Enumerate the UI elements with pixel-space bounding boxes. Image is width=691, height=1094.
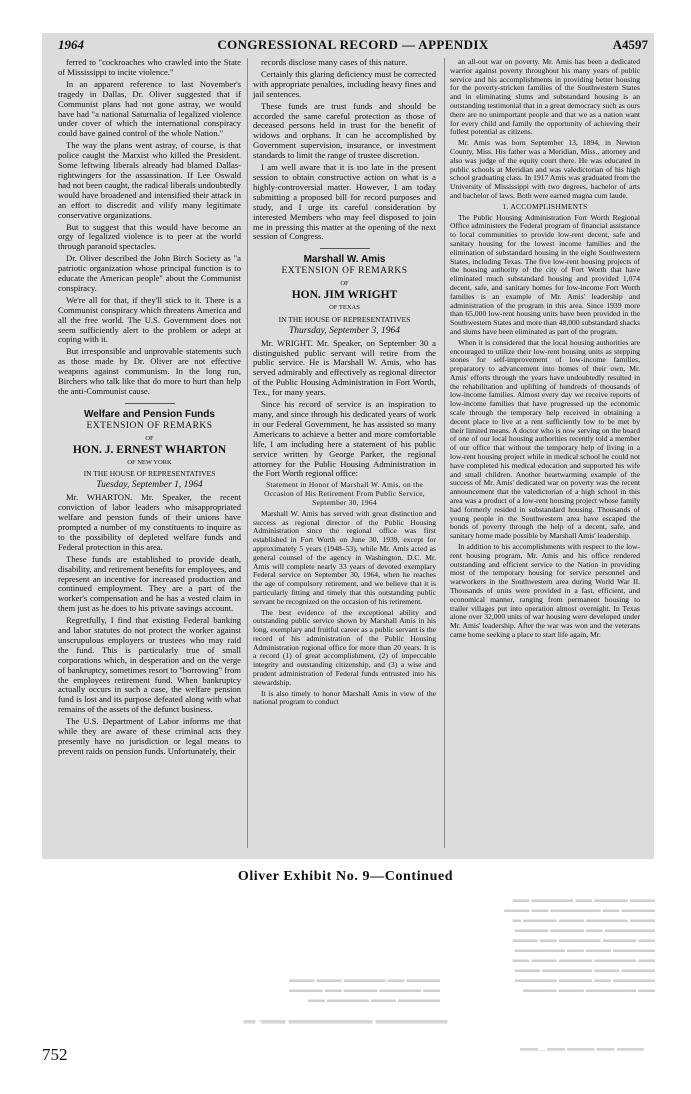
paragraph: Marshall W. Amis has served with great distinction and success as regional director of the Public Housing Administration since the regional office was first established in Fort Worth on June 30, 1939, except for approximately 5 years (1948–53), while Mr. Amis acted as general counsel of the agency in Washington, D.C. Mr. Amis will complete nearly 33 years of devoted exemplary Federal service on September 30, 1964, when he reaches the age of compulsory retirement, and we believe that it is particularly fitting and timely that this outstanding public servant be recognized on the occasion of his retirement.	[253, 508, 436, 606]
paragraph: The Public Housing Administration Fort Worth Regional Office administers the Federal program of financial assistance to local communities to provide low-rent decent, safe and sanitary housing for the lowest income families and the elimination of substandard housing in the eight Southwestern States, including Texas. The five low-rent housing projects of the housing authority of the city of Fort Worth that have eliminated much substandard housing and provided 1,074 decent, safe, and sanitary homes for low-income Fort Worth families is an example of Mr. Amis' leadership and administration of the program in this area. Since 1939 more than 65,000 low-rent housing units have been provided in the Southwestern States and more than 48,000 substandard shacks and slums have been eliminated as part of the program.	[450, 212, 640, 336]
paragraph: Since his record of service is an inspiration to many, and since through his dedicated years of work in our Federal Government, he has assisted so many Americans to achieve a better and more comfortable life, I am including here a statement of his public service written by George Parker, the regional attorney for the Public Housing Administration in the Fort Worth regional office:	[253, 399, 436, 479]
column-3	[450, 58, 640, 856]
paragraph: ferred to "cockroaches who crawled into the State of Mississippi to incite violence."	[58, 58, 241, 77]
paragraph: Mr. WHARTON. Mr. Speaker, the recent conviction of labor leaders who misappropriated welfare and pension funds of their unions have prompted a number of my constituents to inquire as to the possibility of depleted welfare funds and Federal protection in this area.	[58, 492, 241, 552]
header-year: 1964	[58, 37, 84, 52]
paragraph: Certainly this glaring deficiency must be corrected with appropriate penalties, including heavy fines and jail sentences.	[253, 68, 436, 99]
show-through-text: ▬▬▬ ▬▬▬▬ ▬▬ ▬▬▬▬▬ ▬▬ ▬▬▬▬ ▬▬ ▬▬▬▬▬▬ ▬▬ ▬▬▬ ▬▬▬ ▬▬▬▬▬ ▬▬▬ ▬▬▬▬ ▬ ▬▬▬▬▬▬ ▬▬ ▬▬▬▬ ▬▬▬▬ ▬▬ ▬▬▬▬ ▬▬▬▬▬ ▬▬ ▬▬▬ ▬▬▬▬▬ ▬▬▬ ▬▬ ▬▬▬▬▬▬ ▬▬ ▬▬▬▬▬ ▬▬▬▬ ▬▬▬ ▬▬ ▬▬▬▬ ▬▬▬ ▬▬▬▬▬▬ ▬▬▬ ▬▬▬▬▬ ▬▬ ▬▬▬▬ ▬▬▬▬▬ ▬▬ ▬▬▬▬▬▬ ▬▬▬ ▬▬▬▬	[504, 895, 655, 994]
remarks-date: Thursday, September 3, 1964	[288, 325, 401, 336]
paragraph: It is also timely to honor Marshall Amis in view of the national program to conduct	[253, 688, 436, 707]
paragraph: In addition to his accomplishments with respect to the low-rent housing program, Mr. Amis and his office rendered outstanding and efficient service to the Nation in providing most of the temporary housing for service personnel and warworkers in the Southwestern area during World War II. Thousands of units were provided in a fast, efficient, and economical manner, ranging from permanent housing to trailer villages put into operation almost overnight. In Texas alone over 32,000 units of war housing were developed under Mr. Amis' leadership. After the war was won and the veterans came home seeking a place to start life again, Mr.	[450, 542, 640, 639]
show-through-title: ▬▬▬▬▬▬ ▬▬▬▬▬▬▬ ▬▬. ▬	[243, 1017, 448, 1031]
paragraph: When it is considered that the local housing authorities are encouraged to utilize their low-rent housing units as stepping stones for self-improvement of low-income families, preparatory to advancement into homes of their own, Mr. Amis' efforts through the years have undoubtedly resulted in the rehabilitation and uplifting of hundreds of thousands of low-income families. Almost every day we receive reports of low-income families that have progressed up the economic scale through the temporary help received in obtaining a decent place to live at a rent sufficiently low to be met by their limited means. A doctor who is now serving on the board of one of our local housing authorities recently told a member of our office that without the temporary help of living in a low-rent housing project while in medical school he could not have completed his medical education and supported his wife and small children. Another heartwarming example of the success of Mr. Amis' dedicated war on poverty was the recent announcement that the valedictorian of a high school in this area was a product of a low-rent housing project whose family had formerly resided in substandard housing. Thousands of young people in the Southwestern area have escaped the bonds of poverty through the help of a decent, safe, and sanitary home made possible by Marshall Amis' leadership.	[450, 337, 640, 541]
remarks-date: Tuesday, September 1, 1964	[96, 480, 203, 491]
divider	[125, 403, 175, 404]
house-label: IN THE HOUSE OF REPRESENTATIVES	[83, 469, 216, 479]
paragraph: In an apparent reference to last November's tragedy in Dallas, Dr. Oliver suggested that if Communist plans had not gone astray, we would have had "a national Saturnalia of legalized violence under cover of which the international conspiracy could have gained control of the whole Nation."	[58, 78, 241, 139]
subheading: 1. ACCOMPLISHMENTS	[502, 201, 588, 211]
paragraph: We're all for that, if they'll stick to it. There is a Communist conspiracy which threatens America and all the free world. The U.S. Government does not seem sufficiently alert to the problem or adept at coping with it.	[58, 294, 241, 345]
paragraph: Regretfully, I find that existing Federal banking and labor statutes do not protect the worker against unscrupulous employers or trustees who may raid the fund. This is particularly true of small corporations which, in desperation and on the verge of bankruptcy, sometimes resort to "borrowing" from the employees retirement fund. When bankruptcy actually occurs in such a case, the welfare pension fund is lost and its purpose defeated along with what remains of the assets of the defunct business.	[58, 615, 241, 715]
show-through-footer: ▬▬▬ ▬▬ ▬▬▬ ▬▬—▬▬	[520, 1046, 644, 1056]
paragraph: I am well aware that it is too late in the present session to obtain constructive action on what is a highly-controversial matter. However, I am today submitting a proposed bill for record purposes and study, and I urge its careful consideration by interested Members who may feel disposed to join me in pressing this matter at the opening of the next session of Congress.	[253, 162, 436, 242]
page-number: 752	[42, 1045, 68, 1064]
header-title: CONGRESSIONAL RECORD — APPENDIX	[217, 37, 489, 52]
extension-heading: EXTENSION OF REMARKS	[86, 420, 213, 431]
show-through-text: ▬▬▬▬ ▬▬ ▬▬▬▬▬ ▬▬▬ ▬▬▬ ▬▬ ▬▬▬▬▬ ▬▬▬▬ ▬▬ ▬▬▬▬ ▬▬▬▬▬ ▬▬▬ ▬▬▬▬▬ ▬▬	[289, 975, 440, 1004]
divider	[320, 248, 370, 249]
paragraph: The best evidence of the exceptional ability and outstanding public service shown by Marshall Amis in his long, exemplary and fruitful career as a public servant is the record of his administration of the Public Housing Administration regional office for more than 20 years. It is a record (1) of great accomplishment, (2) of impeccable integrity and outstanding citizenship, and (3) a wise and prudent administration of Federal funds entrusted into his stewardship.	[253, 607, 436, 687]
exhibit-caption: Oliver Exhibit No. 9—Continued	[237, 869, 454, 884]
paragraph: records disclose many cases of this nature.	[261, 58, 408, 67]
paragraph: But irresponsible and unprovable statements such as those made by Dr. Oliver are not effective weapons against communism. In the long run, Birchers who talk like that do more to hurt than help the anti-Communist cause.	[58, 346, 241, 396]
paragraph: But to suggest that this would have become an orgy of legalized violence is to peer at the world through paranoid spectacles.	[58, 221, 241, 252]
paragraph: Mr. Amis was born September 13, 1894, in Newton County, Miss. His father was a Meridian, Miss., attorney and also was judge of the equity court there. He was educated in public schools at Meridian and was valedictorian of his high school graduating class. In 1917 Amis was graduated from the University of Mississippi with two degrees, bachelor of arts and bachelor of laws. Both were earned magna cum laude.	[450, 138, 640, 200]
column-rule	[444, 58, 445, 848]
column-rule	[247, 58, 248, 848]
statement-heading: Statement in Honor of Marshall W. Amis, on the Occasion of His Retirement From Public Service, September 30, 1964	[264, 480, 425, 507]
column-2	[253, 58, 436, 856]
of-label: OF	[145, 434, 154, 442]
paragraph: Dr. Oliver described the John Birch Society as "a patriotic organization whose principal function is to educate the American people" about the Communist conspiracy.	[58, 253, 241, 293]
of-label: OF	[340, 280, 349, 288]
paragraph: The U.S. Department of Labor informs me that while they are aware of these criminal acts they presently have no jurisdiction or legal means to prevent raids on pension funds. Unfortunately, their	[58, 716, 241, 756]
paragraph: These funds are trust funds and should be accorded the same careful protection as those of deceased persons held in trust for the benefit of widows and orphans. It can be accomplished by Government supervision, insurance, or investment standards to limit the range of trustee discretion.	[253, 100, 436, 161]
record-header	[58, 37, 648, 55]
paragraph: These funds are established to provide death, disability, and retirement benefits for employees, and represent an incentive for increased production and continued employment. They are a part of the worker's compensation and he has a vested claim in them just as he does to his private savings account.	[58, 553, 241, 614]
extension-heading: EXTENSION OF REMARKS	[281, 266, 408, 277]
paragraph: Mr. WRIGHT. Mr. Speaker, on September 30 a distinguished public servant will retire from the public service. He is Marshall W. Amis, who has served admirably and effectively as regional director of the Public Housing Administration in Fort Worth, Tex., for many years.	[253, 337, 436, 398]
member-name: HON. JIM WRIGHT	[291, 289, 398, 302]
section-title: Marshall W. Amis	[303, 254, 386, 266]
member-name: HON. J. ERNEST WHARTON	[72, 443, 227, 456]
column-1	[58, 58, 241, 856]
house-label: IN THE HOUSE OF REPRESENTATIVES	[278, 314, 411, 324]
header-page: A4597	[612, 37, 648, 52]
paragraph: an all-out war on poverty. Mr. Amis has been a dedicated warrior against poverty throughout his many years of public service and his accomplishments in providing better housing for the poverty-stricken families of the Southwestern States and in eliminating slums and substandard housing is an outstanding testimonial that in a great democracy such as ours there are no unimportant people and that we as a nation want for every child and family the opportunity of achieving their fullest potential as citizens.	[450, 58, 640, 137]
section-title: Welfare and Pension Funds	[84, 408, 215, 420]
paragraph: The way the plans went astray, of course, is that police caught the Marxist who killed the President. Some leftwing liberals already had blamed Dallas-rightwingers for the assassination. If Lee Oswald had not been caught, the radical liberals undoubtedly would have broadened and intensified their attack in an effort to discredit and vilify many legitimate conservative organizations.	[58, 140, 241, 220]
member-state: OF NEW YORK	[127, 458, 172, 466]
member-state: OF TEXAS	[329, 303, 360, 311]
